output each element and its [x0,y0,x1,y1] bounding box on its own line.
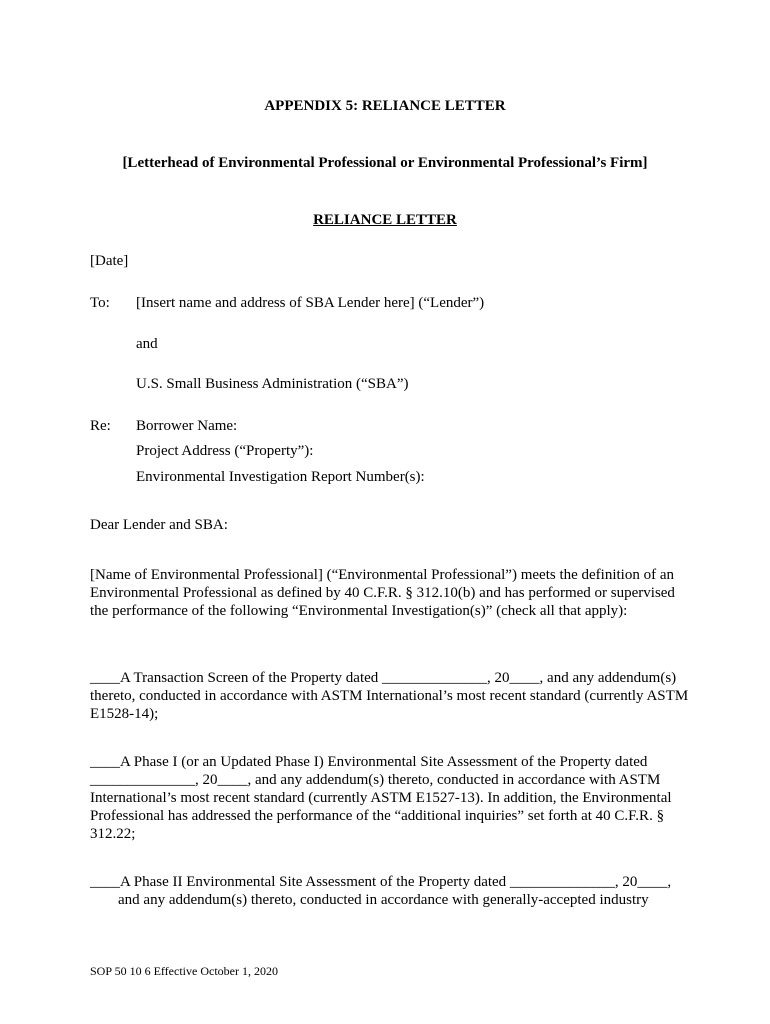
borrower-name-field: Borrower Name: [136,418,238,434]
letter-title: RELIANCE LETTER [313,212,457,228]
date-placeholder: [Date] [90,253,129,269]
phase-two-item-line2: and any addendum(s) thereto, conducted in accordance with generally-accepted industry [118,892,649,908]
page-footer: SOP 50 10 6 Effective October 1, 2020 [90,964,278,978]
phase-one-item: ____A Phase I (or an Updated Phase I) Environmental Site Assessment of the Property dated ______________, 20____, and any addendum(s) thereto, conducted in accordance with ASTM International’s most recent standard (currently ASTM E1527-13). In addition, the Environmental Professional has addressed the performance of the “additional inquiries” set forth at 40 C.F.R. § 312.22; [90,754,672,842]
and-text: and [136,336,158,352]
to-label: To: [90,295,110,311]
phase-two-item-line1: ____A Phase II Environmental Site Assessment of the Property dated ______________, 20____, [90,874,672,890]
project-address-field: Project Address (“Property”): [136,443,314,459]
report-number-field: Environmental Investigation Report Number(s): [136,469,425,485]
transaction-screen-item: ____A Transaction Screen of the Property dated ______________, 20____, and any addendum(s) thereto, conducted in accordance with ASTM International’s most recent standard (currently ASTM E1528-14); [90,670,689,722]
sba-recipient: U.S. Small Business Administration (“SBA”) [136,376,409,392]
lender-address: [Insert name and address of SBA Lender here] (“Lender”) [136,295,485,311]
salutation: Dear Lender and SBA: [90,517,228,533]
letterhead-placeholder: [Letterhead of Environmental Professional or Environmental Professional’s Firm] [122,155,648,171]
re-label: Re: [90,418,111,434]
intro-paragraph: [Name of Environmental Professional] (“Environmental Professional”) meets the definition of an Environmental Professional as defined by 40 C.F.R. § 312.10(b) and has performed or supervised the performance of the following “Environmental Investigation(s)” (check all that apply): [90,567,675,619]
appendix-heading: APPENDIX 5: RELIANCE LETTER [264,98,506,114]
